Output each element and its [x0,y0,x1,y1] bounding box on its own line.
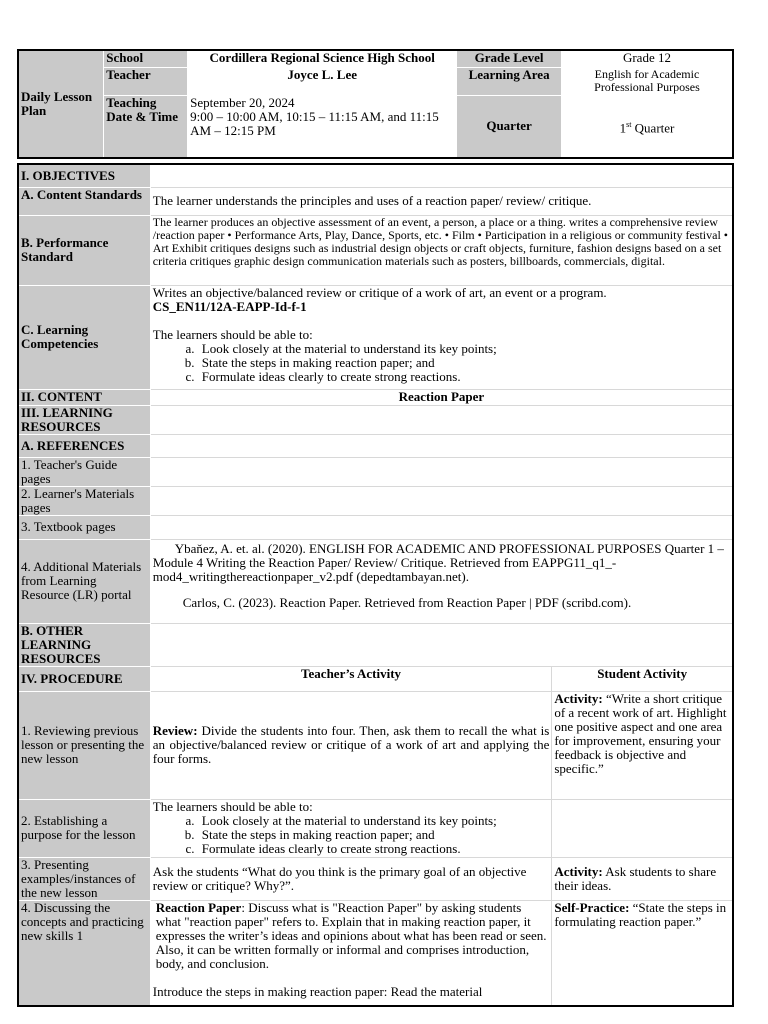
list-item: b. State the steps in making reaction paper; and [198,828,550,842]
teaching-date-value [188,95,457,158]
procedure-heading: IV. PROCEDURE [18,666,150,691]
school-label: School [104,50,188,67]
teachers-guide-label: 1. Teacher's Guide pages [18,457,150,486]
lesson-plan-table [17,163,734,1007]
learning-area-value: English for Academic Professional Purposes [561,67,733,95]
learning-resources-heading: III. LEARNING RESOURCES [18,405,150,434]
objectives-heading: I. OBJECTIVES [18,164,150,187]
additional-materials-label: 4. Additional Materials from Learning Resource (LR) portal [18,539,150,623]
step1-teacher: Review: Divide the students into four. Then, ask them to recall the what is an objective/balanced review or critique of a work of art and applying the four forms. [150,691,552,799]
step1-student: Activity: “Write a short critique of a recent work of art. Highlight one positive aspect and one area for improvement, ensuring your feedback is objective and specific.” [552,691,733,799]
quarter-label: Quarter [457,95,562,158]
step4-paragraph: Reaction Paper: Discuss what is "Reaction Paper" by asking students what "reaction paper" refers to. Explain that in making reaction paper, it expresses the writer’s ideas and opinions about what has been read or seen. Also, it can be written formally or informal and comprises introduction, body, and conclusion. [155,899,547,971]
list-item: c. Formulate ideas clearly to create strong reactions. [198,842,550,856]
performance-standard-value: The learner produces an objective assessment of an event, a person, a place or a thing. writes a comprehensive review /reaction paper • Performance Arts, Play, Dance, Sports, etc. • Film • Participation in a religious or community festival • Art Exhibit critiques designs such as industrial design objects or craft objects, furniture, fashion designs based on a set criteria critiques graphic design communication materials such as posters, billboards, commercials, digital. [150,215,733,285]
lesson-header-table [17,49,734,159]
competency-code: CS_EN11/12A-EAPP-Id-f-1 [152,298,307,314]
date-text: September 20, 2024 [190,94,295,110]
teacher-label: Teacher [104,67,188,95]
dlp-label: Daily Lesson Plan [18,50,104,158]
step2-label: 2. Establishing a purpose for the lesson [18,799,150,857]
teaching-date-label: Teaching Date & Time [104,95,188,158]
teacher-activity-header: Teacher’s Activity [150,666,552,691]
competency-text: Writes an objective/balanced review or critique of a work of art, an event or a program. [152,284,607,300]
other-resources-label: B. OTHER LEARNING RESOURCES [18,623,150,666]
reference-2: Carlos, C. (2023). Reaction Paper. Retrieved from Reaction Paper | PDF (scribd.com). [182,594,632,610]
competency-list [153,342,730,384]
time-text: 9:00 – 10:00 AM, 10:15 – 11:15 AM, and 11:15 AM – 12:15 PM [190,108,439,138]
step2-intro: The learners should be able to: [152,798,313,814]
learning-competencies-value [150,285,733,389]
step2-list [153,814,550,856]
step4-steps-intro: Introduce the steps in making reaction paper: Read the material [152,983,483,999]
step4-teacher [150,900,552,1006]
content-standards-value: The learner understands the principles and uses of a reaction paper/ review/ critique. [150,187,733,215]
textbook-pages-label: 3. Textbook pages [18,515,150,539]
reference-1: Ybaňez, A. et. al. (2020). ENGLISH FOR ACADEMIC AND PROFESSIONAL PURPOSES Quarter 1 – Module 4 Writing the Reaction Paper/ Review/ Critique. Retrieved from EAPPG11_q1_-mod4_writingthereactionpaper_v2.pdf (depedtambayan.net). [152,540,724,584]
additional-materials-value [150,539,733,623]
teacher-value: Joyce L. Lee [188,67,457,95]
step4-student: Self-Practice: “State the steps in formulating reaction paper.” [552,900,733,1006]
quarter-value: 1st Quarter [561,95,733,158]
list-item: a. Look closely at the material to understand its key points; [198,814,550,828]
school-value: Cordillera Regional Science High School [188,50,457,67]
step3-label: 3. Presenting examples/instances of the new lesson [18,857,150,900]
student-activity-header: Student Activity [552,666,733,691]
performance-standard-label: B. Performance Standard [18,215,150,285]
grade-level-label: Grade Level [457,50,562,67]
step1-label: 1. Reviewing previous lesson or presenting the new lesson [18,691,150,799]
learners-materials-label: 2. Learner's Materials pages [18,486,150,515]
content-heading: II. CONTENT [18,389,150,405]
list-item: b. State the steps in making reaction paper; and [198,356,730,370]
able-intro: The learners should be able to: [152,326,313,342]
learning-area-label: Learning Area [457,67,562,95]
list-item: a. Look closely at the material to understand its key points; [198,342,730,356]
step3-student: Activity: Ask students to share their ideas. [552,857,733,900]
step4-label: 4. Discussing the concepts and practicing new skills 1 [18,900,150,1006]
learning-competencies-label: C. Learning Competencies [18,285,150,389]
step2-teacher [150,799,552,857]
step3-teacher: Ask the students “What do you think is the primary goal of an objective review or critique? Why?”. [150,857,552,900]
content-value: Reaction Paper [150,389,733,405]
list-item: c. Formulate ideas clearly to create strong reactions. [198,370,730,384]
references-label: A. REFERENCES [18,434,150,457]
content-standards-label: A. Content Standards [18,187,150,215]
grade-level-value: Grade 12 [561,50,733,67]
